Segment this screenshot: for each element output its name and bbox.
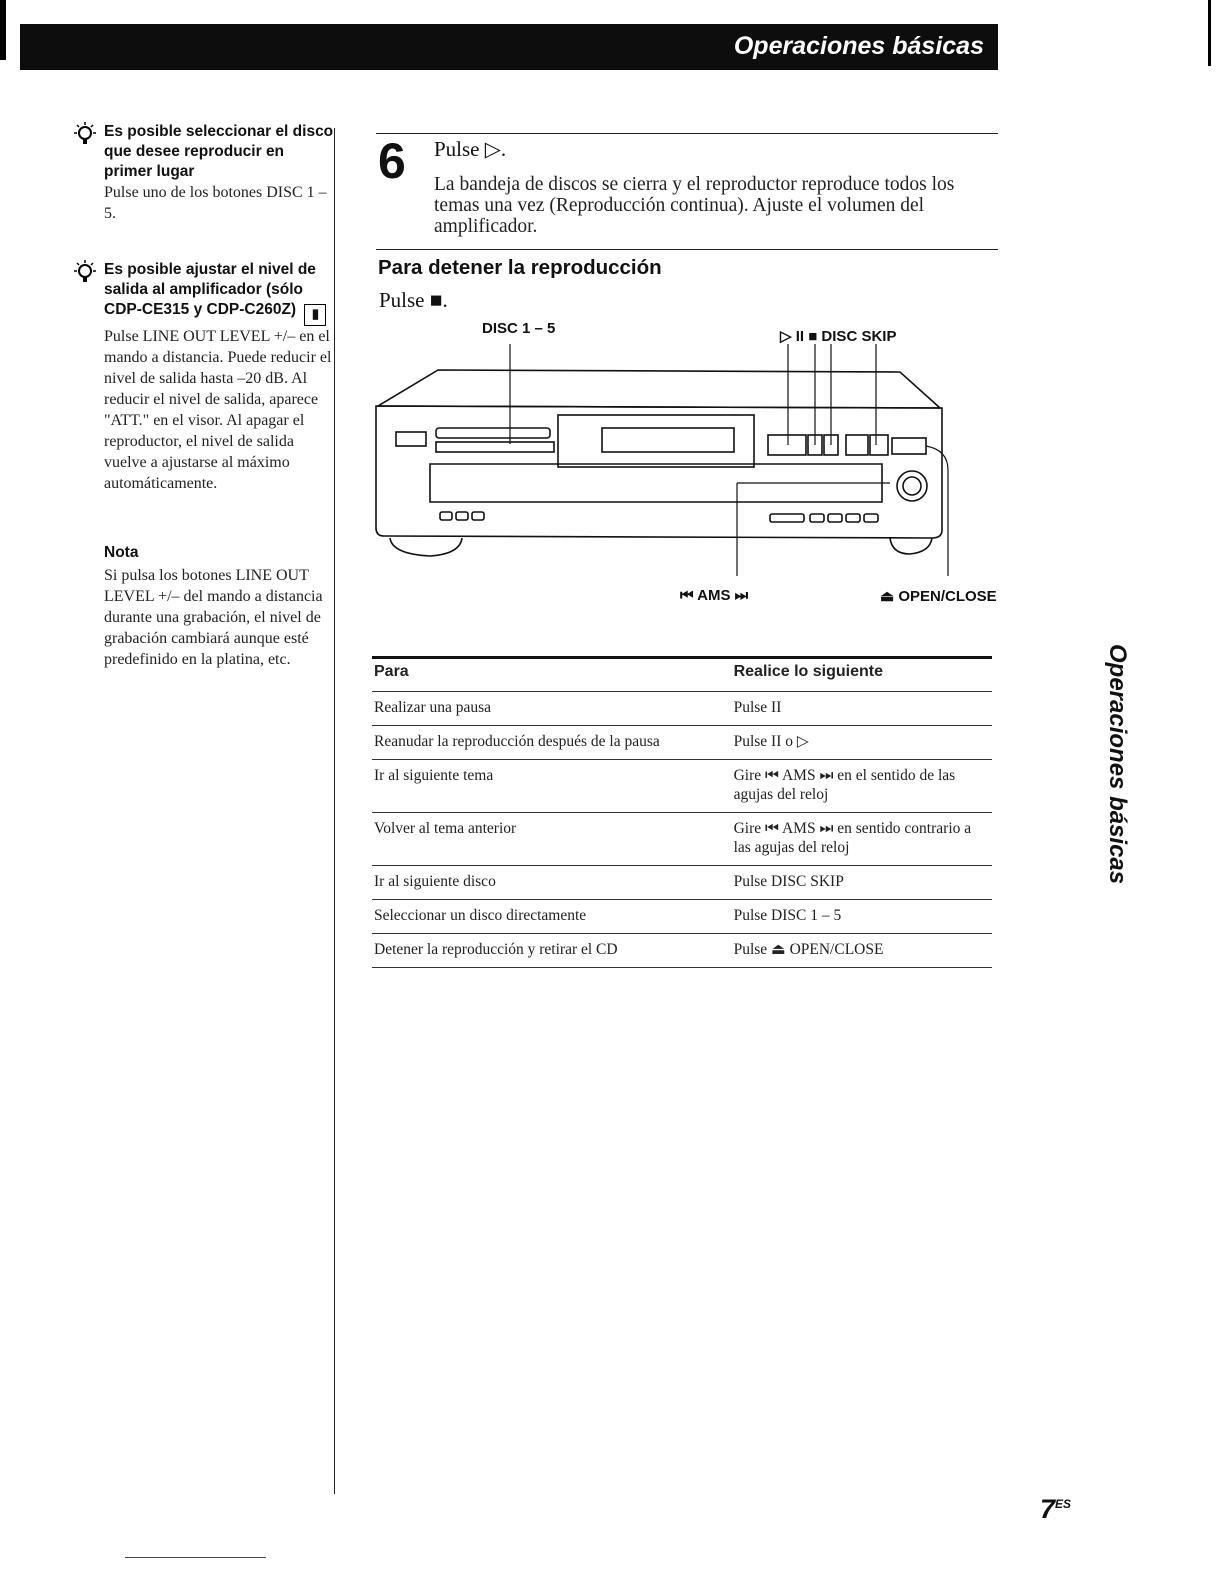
table-cell: Volver al tema anterior [372,813,732,866]
table-cell: Ir al siguiente disco [372,866,732,900]
table-row [372,866,992,900]
table-header-row [372,658,992,692]
tip-body: Pulse LINE OUT LEVEL +/– en el mando a distancia. Puede reducir el nivel de salida hasta –20 dB. Al reducir el nivel de salida, aparece "ATT." en el visor. Al apagar el reproductor, el nivel de salida vuelve a ajustarse al máximo automáticamente. [104,328,332,492]
section-body: Pulse ■. [379,288,448,312]
table-cell: Realizar una pausa [372,692,732,726]
tip-output-level [74,260,334,494]
header-title: Operaciones básicas [733,32,984,60]
bottom-rule [125,1557,266,1558]
label-disc-buttons: DISC 1 – 5 [482,320,556,337]
table-cell: Reanudar la reproducción después de la pausa [372,726,732,760]
rule [376,133,998,134]
page-number: $7^{ES}$ [1040,1494,1072,1524]
table-cell: Gire ⏮ AMS ⏭ en sentido contrario a las agujas del reloj [732,813,992,866]
note-heading: Nota [104,544,139,561]
table-cell: Gire ⏮ AMS ⏭ en el sentido de las agujas del reloj [732,760,992,813]
table-cell: Pulse ⏏ OPEN/CLOSE [732,934,992,968]
table-cell: Ir al siguiente tema [372,760,732,813]
table-cell: Pulse DISC SKIP [732,866,992,900]
rule [376,249,998,250]
note-body: Si pulsa los botones LINE OUT LEVEL +/– del mando a distancia durante una grabación, el nivel de grabación cambiará aunque esté predefinido en la platina, etc. [104,567,323,668]
step-number: 6 [378,133,406,189]
label-open-close: ⏏ OPEN/CLOSE [880,588,997,605]
table-row [372,692,992,726]
header-bar [20,24,998,70]
page-edge-mark [1208,0,1211,66]
table-cell: Pulse DISC 1 – 5 [732,900,992,934]
lightbulb-icon [74,122,96,148]
tip-heading: Es posible ajustar el nivel de salida al amplificador (sólo CDP-CE315 y CDP-C260Z) ▮ [74,260,334,326]
operations-table [372,656,992,968]
step-title: Pulse ▷. [434,137,507,161]
tip-heading: Es posible seleccionar el disco que desee reproducir en primer lugar [74,122,334,182]
page-edge-mark [0,0,6,60]
lightbulb-icon [74,260,96,286]
section-title: Para detener la reproducción [378,256,662,279]
tip-body: Pulse uno de los botones DISC 1 – 5. [104,184,327,222]
side-tab-text: Operaciones básicas [1104,644,1131,885]
label-ams-dial: ⏮ AMS ⏭ [680,587,749,604]
cd-player-illustration [370,340,960,580]
side-tab [1098,640,1138,910]
table-cell: Pulse II o ▷ [732,726,992,760]
table-row [372,760,992,813]
remote-icon: ▮ [304,304,326,326]
table-row [372,726,992,760]
tip-select-disc [74,122,334,224]
label-transport-buttons: ▷ II ■ DISC SKIP [780,328,897,345]
column-divider [334,128,335,1494]
table-row [372,934,992,968]
table-header-cell: Realice lo siguiente [733,663,883,680]
step-body: La bandeja de discos se cierra y el reproductor reproduce todos los temas una vez (Reproducción continua). Ajuste el volumen del amplificador. [434,174,955,237]
table-row [372,900,992,934]
table-cell: Pulse II [732,692,992,726]
table-row [372,813,992,866]
table-header-cell: Para [374,663,409,680]
table-cell: Detener la reproducción y retirar el CD [372,934,732,968]
table-cell: Seleccionar un disco directamente [372,900,732,934]
